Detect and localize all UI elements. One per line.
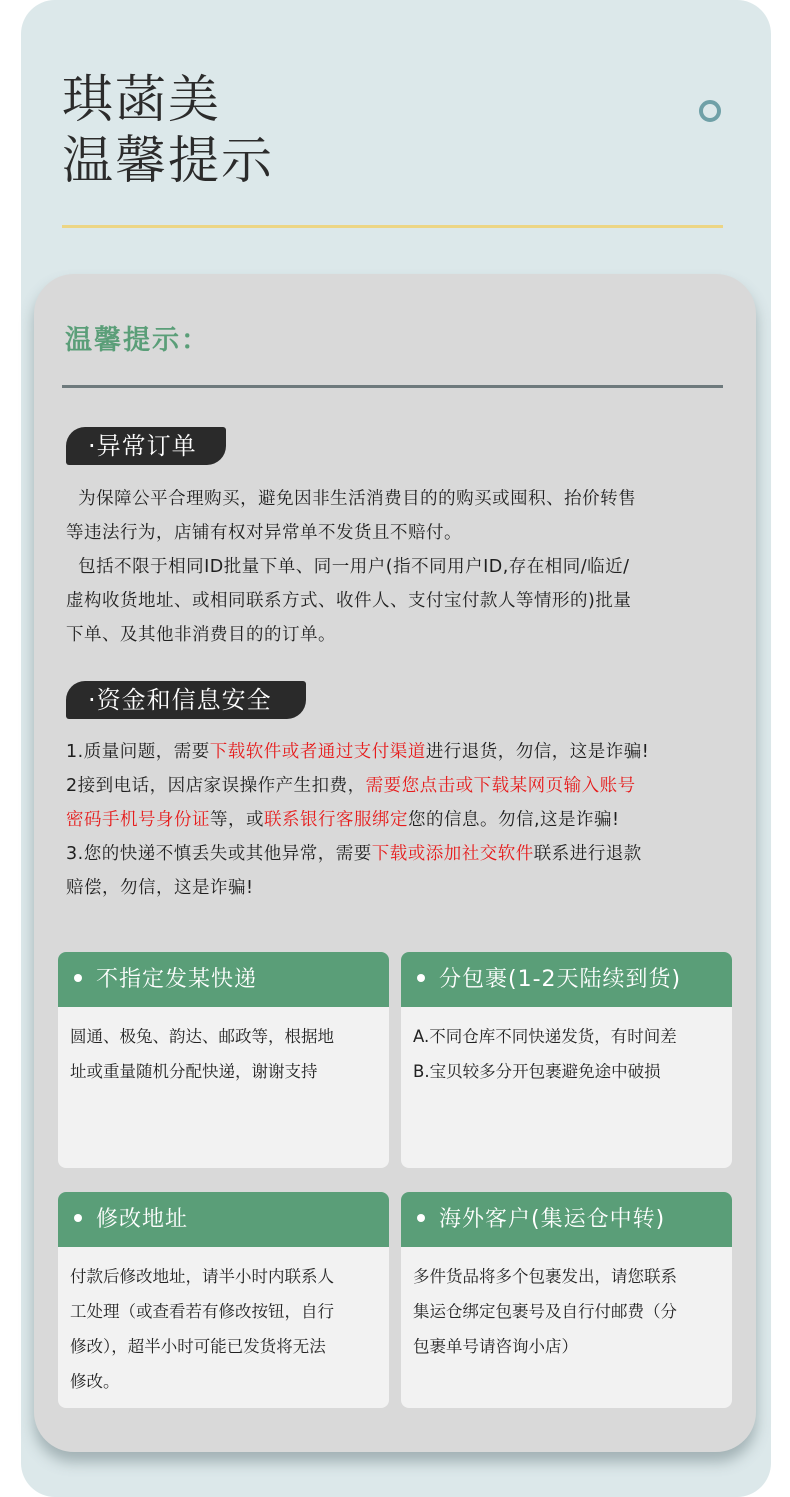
box-line: A.不同仓库不同快递发货，有时间差 <box>413 1027 677 1046</box>
box-header <box>58 952 389 1007</box>
box-line: 圆通、极兔、韵达、邮政等，根据地 <box>70 1027 334 1046</box>
section-label-abnormal-orders: ·异常订单 <box>66 427 226 465</box>
abnormal-orders-text <box>66 482 731 652</box>
box-title: 修改地址 <box>96 1207 189 1232</box>
notice-heading: 温馨提示： <box>65 325 210 356</box>
box-line: 付款后修改地址，请半小时内联系人 <box>70 1267 334 1286</box>
title-divider <box>62 225 723 228</box>
box-header <box>401 952 732 1007</box>
fund-security-text <box>66 735 731 905</box>
text-line: 3.您的快递不慎丢失或其他异常，需要下载或添加社交软件联系进行退款 <box>66 844 642 864</box>
text-line: 密码手机号身份证等，或联系银行客服绑定您的信息。勿信,这是诈骗! <box>66 810 620 830</box>
box-line: 多件货品将多个包裹发出，请您联系 <box>413 1267 677 1286</box>
bullet-icon <box>74 1214 82 1222</box>
box-body <box>58 1247 389 1399</box>
bullet-icon <box>74 974 82 982</box>
box-line: 包裹单号请咨询小店） <box>413 1337 578 1356</box>
box-line: B.宝贝较多分开包裹避免途中破损 <box>413 1062 661 1081</box>
text-line: 赔偿，勿信，这是诈骗! <box>66 878 254 898</box>
box-header <box>401 1192 732 1247</box>
box-line: 修改。 <box>70 1372 120 1391</box>
info-box-change-address <box>58 1192 389 1408</box>
text-line: 等违法行为，店铺有权对异常单不发货且不赔付。 <box>66 523 462 543</box>
bullet-icon <box>417 974 425 982</box>
text-line: 1.质量问题，需要下载软件或者通过支付渠道进行退货，勿信，这是诈骗! <box>66 742 650 762</box>
text-line: 2接到电话，因店家误操作产生扣费，需要您点击或下载某网页输入账号 <box>66 776 636 796</box>
notice-divider <box>62 385 723 388</box>
text-line: 虚构收货地址、或相同联系方式、收件人、支付宝付款人等情形的)批量 <box>66 591 632 611</box>
box-line: 工处理（或查看若有修改按钮，自行 <box>70 1302 334 1321</box>
page-title <box>62 70 274 192</box>
text-line: 下单、及其他非消费目的的订单。 <box>66 625 336 645</box>
info-box-courier <box>58 952 389 1168</box>
text-line: 为保障公平合理购买，避免因非生活消费目的的购买或囤积、抬价转售 <box>66 489 637 509</box>
box-line: 址或重量随机分配快递，谢谢支持 <box>70 1062 318 1081</box>
box-line: 修改），超半小时可能已发货将无法 <box>70 1337 326 1356</box>
text-line: 包括不限于相同ID批量下单、同一用户(指不同用户ID,存在相同/临近/ <box>66 557 630 577</box>
ring-icon <box>699 100 721 122</box>
box-body <box>58 1007 389 1089</box>
box-title: 海外客户(集运仓中转) <box>439 1207 666 1232</box>
box-header <box>58 1192 389 1247</box>
info-box-split-packages <box>401 952 732 1168</box>
bullet-icon <box>417 1214 425 1222</box>
title-line-brand: 琪菡美 <box>62 71 222 130</box>
title-line-notice: 温馨提示 <box>62 132 275 191</box>
section-label-fund-security: ·资金和信息安全 <box>66 681 306 719</box>
box-body <box>401 1007 732 1089</box>
box-line: 集运仓绑定包裹号及自行付邮费（分 <box>413 1302 677 1321</box>
info-box-overseas <box>401 1192 732 1408</box>
box-body <box>401 1247 732 1364</box>
box-title: 不指定发某快递 <box>96 967 258 992</box>
box-title: 分包裹(1-2天陆续到货) <box>439 967 682 992</box>
